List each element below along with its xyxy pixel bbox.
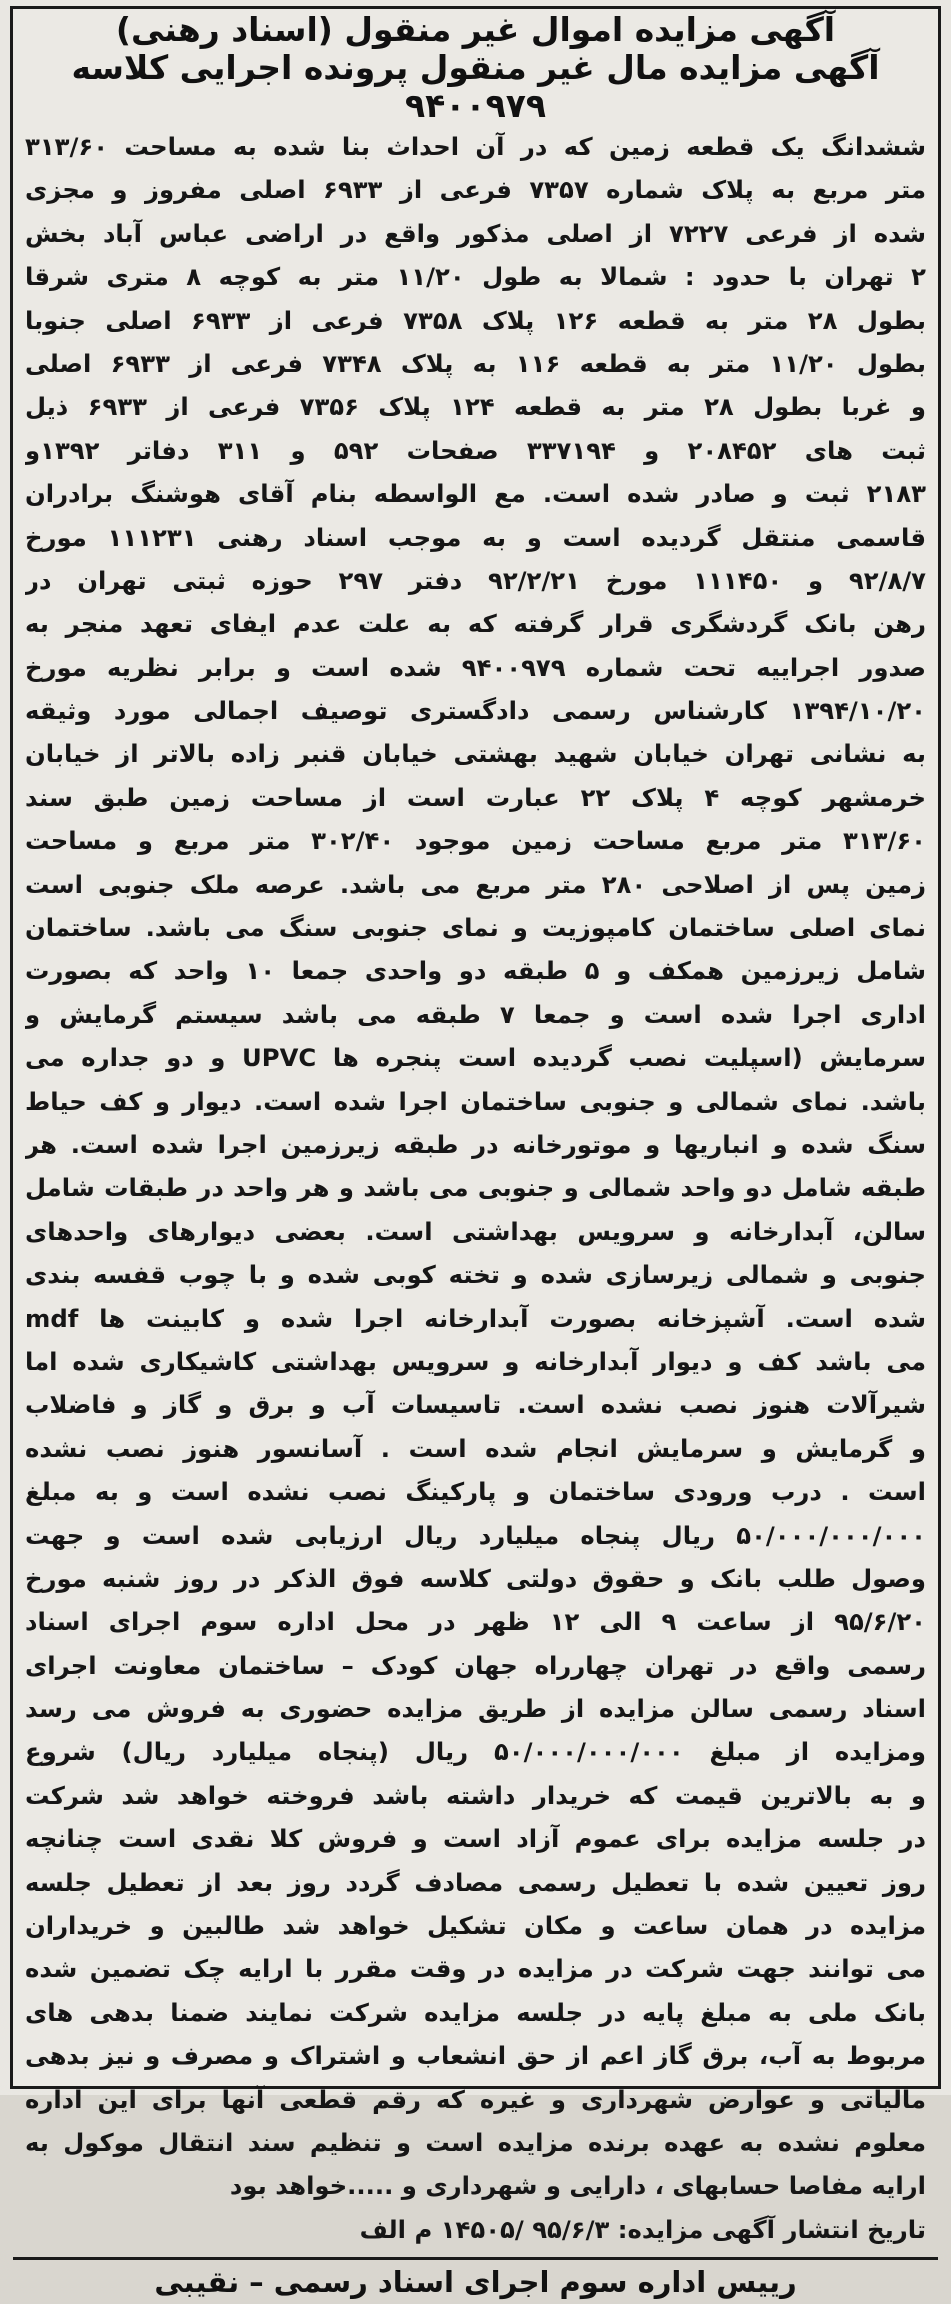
body-line: معلوم نشده به عهده برنده مزایده است و تنظیم سند انتقال موکول به [25,2127,926,2157]
notice-subtitle: آگهی مزایده مال غیر منقول پرونده اجرایی کلاسه ۹۴۰۰۹۷۹ [71,48,880,125]
body-line: زمین پس از اصلاحی ۲۸۰ متر مربع می باشد. عرصه ملک جنوبی است [25,869,926,899]
body-line: به نشانی تهران خیابان شهید بهشتی خیابان قنبر زاده بالاتر از خیابان [25,739,926,769]
body-line: اسناد رسمی سالن مزایده از طریق مزایده حضوری به فروش می رسد [25,1694,926,1724]
body-line: می توانند جهت شرکت در مزایده در وقت مقرر با ارایه چک تضمین شده [25,1954,926,1984]
body-line: مالیاتی و عوارض شهرداری و غیره که رقم قطعی آنها برای این اداره [25,2084,926,2114]
notice-title: آگهی مزایده اموال غیر منقول (اسناد رهنی) [115,10,836,49]
body-line: ومزایده از مبلغ ۵۰/۰۰۰/۰۰۰/۰۰۰ ریال (پنجاه میلیارد ریال) شروع [25,1737,926,1767]
notice-signature: رییس اداره سوم اجرای اسناد رسمی – نقیبی [154,2265,797,2300]
body-line: صدور اجراییه تحت شماره ۹۴۰۰۹۷۹ شده است و برابر نظریه مورخ [25,652,926,682]
body-line: در جلسه مزایده برای عموم آزاد است و فروش کلا نقدی است چنانچه [25,1824,926,1854]
body-line: خرمشهر کوچه ۴ پلاک ۲۲ عبارت است از مساحت زمین طبق سند [25,782,926,812]
body-line: و به بالاترین قیمت که خریدار داشته باشد فروخته خواهد شد شرکت [25,1780,926,1810]
body-line: و غربا بطول ۲۸ متر به قطعه ۱۲۴ پلاک ۷۳۵۶ فرعی از ۶۹۳۳ ذیل [25,392,926,422]
body-line: وصول طلب بانک و حقوق دولتی کلاسه فوق الذکر در روز شنبه مورخ [25,1563,926,1593]
publish-date-line: تاریخ انتشار آگهی مزایده: ۹۵/۶/۳ /۱۴۵۰۵ م الف [359,2214,926,2244]
body-line: بانک ملی به مبلغ پایه در جلسه مزایده شرکت نمایند ضمنا بدهی های [25,1997,926,2027]
body-line: قاسمی منتقل گردیده است و به موجب اسناد رهنی ۱۱۱۲۳۱ مورخ [25,522,926,552]
body-line: ششدانگ یک قطعه زمین که در آن احداث بنا شده به مساحت ۳۱۳/۶۰ [25,132,926,161]
body-line: متر مربع به پلاک شماره ۷۳۵۷ فرعی از ۶۹۳۳ اصلی مفروز و مجزی [25,175,926,205]
body-line: مربوط به آب، برق گاز اعم از حق انشعاب و اشتراک و مصرف و نیز بدهی [25,2041,926,2071]
body-line: بطول ۲۸ متر به قطعه ۱۲۶ پلاک ۷۳۵۸ فرعی از ۶۹۳۳ اصلی جنوبا [25,305,926,335]
body-line: نمای اصلی ساختمان کامپوزیت و نمای جنوبی سنگ می باشد. ساختمان [25,913,926,943]
body-line: روز تعیین شده با تعطیل رسمی مصادف گردد روز بعد از تعطیل جلسه [25,1867,926,1897]
body-line: بطول ۱۱/۲۰ متر به قطعه ۱۱۶ به پلاک ۷۳۴۸ فرعی از ۶۹۳۳ اصلی [25,348,926,378]
body-line: ۲ تهران با حدود : شمالا به طول ۱۱/۲۰ متر به کوچه ۸ متری شرقا [25,262,926,292]
notice-body [25,125,926,2251]
body-line: شیرآلات هنوز نصب نشده است. تاسیسات آب و برق و گاز و فاضلاب [25,1390,926,1420]
body-line: باشد. نمای شمالی و جنوبی ساختمان اجرا شده است. دیوار و کف حیاط [25,1086,926,1116]
body-line: ۲۱۸۳ ثبت و صادر شده است. مع الواسطه بنام آقای هوشنگ برادران [25,479,926,509]
body-line: می باشد کف و دیوار آبدارخانه و سرویس بهداشتی کاشیکاری شده اما [25,1346,926,1376]
body-line: ارایه مفاصا حسابهای ، دارایی و شهرداری و .....خواهد بود [229,2171,926,2201]
body-line: و گرمایش و سرمایش انجام شده است . آسانسور هنوز نصب نشده [25,1433,926,1463]
body-line: سنگ شده و انباریها و موتورخانه در طبقه زیرزمین اجرا شده است. هر [25,1129,926,1159]
body-line: ۱۳۹۴/۱۰/۲۰ کارشناس رسمی دادگستری توصیف اجمالی مورد وثیقه [25,696,926,726]
body-line: شامل زیرزمین همکف و ۵ طبقه دو واحدی جمعا ۱۰ واحد که بصورت [25,956,926,986]
body-line: مزایده در همان ساعت و مکان تشکیل خواهد شد طالبین و خریداران [25,1911,926,1941]
notice-frame [10,6,941,2300]
body-line: شده از فرعی ۷۲۲۷ از اصلی مذکور واقع در اراضی عباس آباد بخش [25,218,926,248]
body-line: ۵۰/۰۰۰/۰۰۰/۰۰۰ ریال پنجاه میلیارد ریال ارزیابی شده است و جهت [25,1520,926,1550]
body-line: رسمی واقع در تهران چهارراه جهان کودک – ساختمان معاونت اجرای [25,1650,926,1680]
body-line: ۹۵/۶/۲۰ از ساعت ۹ الی ۱۲ ظهر در محل اداره سوم اجرای اسناد [25,1607,926,1637]
body-line: ثبت های ۲۰۸۴۵۲ و ۳۳۷۱۹۴ صفحات ۵۹۲ و ۳۱۱ دفاتر ۱۳۹۲و [25,435,926,465]
body-line: اداری اجرا شده است و جمعا ۷ طبقه می باشد سیستم گرمایش و [25,999,926,1029]
body-line: جنوبی و شمالی زیرسازی شده و تخته کوبی شده و با چوب قفسه بندی [25,1260,926,1290]
body-line: است . درب ورودی ساختمان و پارکینگ نصب نشده است و به مبلغ [25,1477,926,1507]
body-line: سالن، آبدارخانه و سرویس بهداشتی است. بعضی دیوارهای واحدهای [25,1216,926,1246]
body-line: ۳۱۳/۶۰ متر مربع مساحت زمین موجود ۳۰۲/۴۰ متر مربع و مساحت [25,826,926,856]
body-line: سرمایش (اسپلیت نصب گردیده است پنجره ها UPVC و دو جداره می [25,1043,926,1073]
body-line: شده است. آشپزخانه بصورت آبدارخانه اجرا شده و کابینت ها mdf [25,1303,926,1333]
notice-header [19,9,932,125]
body-line: ۹۲/۸/۷ و ۱۱۱۴۵۰ مورخ ۹۲/۲/۲۱ دفتر ۲۹۷ حوزه ثبتی تهران در [25,565,926,595]
body-line: رهن بانک گردشگری قرار گرفته که به علت عدم ایفای تعهد منجر به [25,609,926,639]
body-line: طبقه شامل دو واحد شمالی و جنوبی می باشد و هر واحد در طبقات شامل [25,1173,926,1203]
